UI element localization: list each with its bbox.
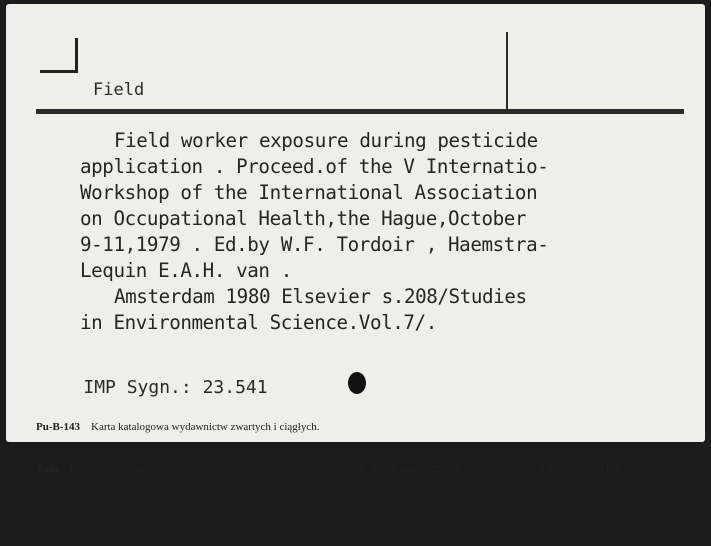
description-line: in Environmental Science.Vol.7/.: [80, 311, 437, 334]
footer-print-info: WZGraf. Z-d 2, zam. 1226/77: [328, 463, 461, 475]
footer-description: Karta katalogowa wydawnictw zwartych i ciągłych.: [91, 421, 320, 433]
punch-hole: [348, 372, 366, 394]
description-line: Amsterdam 1980 Elsevier s.208/Studies: [114, 285, 527, 308]
card-footer: [36, 392, 696, 504]
catalog-card: [6, 4, 705, 475]
signature-label: IMP Sygn.:: [83, 377, 192, 398]
description-line: application . Proceed.of the V Internatio-: [80, 155, 549, 178]
description-line: on Occupational Health,the Hague,October: [80, 207, 527, 230]
description-line: Field worker exposure during pesticide: [114, 129, 538, 152]
footer-order-label: Zam.: [36, 463, 61, 475]
description-line: Lequin E.A.H. van .: [80, 259, 292, 282]
signature-value: 23.541: [202, 377, 268, 398]
footer-code: Pu-B-143: [36, 421, 80, 433]
description-line: 9-11,1979 . Ed.by W.F. Tordoir , Haemstra-: [80, 233, 549, 256]
footer-print-run: f.580.000 74X120: [541, 463, 622, 475]
footer-order-number: nr 2520/DW/On.: [70, 463, 145, 475]
description-line: Workshop of the International Association: [80, 181, 538, 204]
field-label: Field: [93, 80, 145, 100]
